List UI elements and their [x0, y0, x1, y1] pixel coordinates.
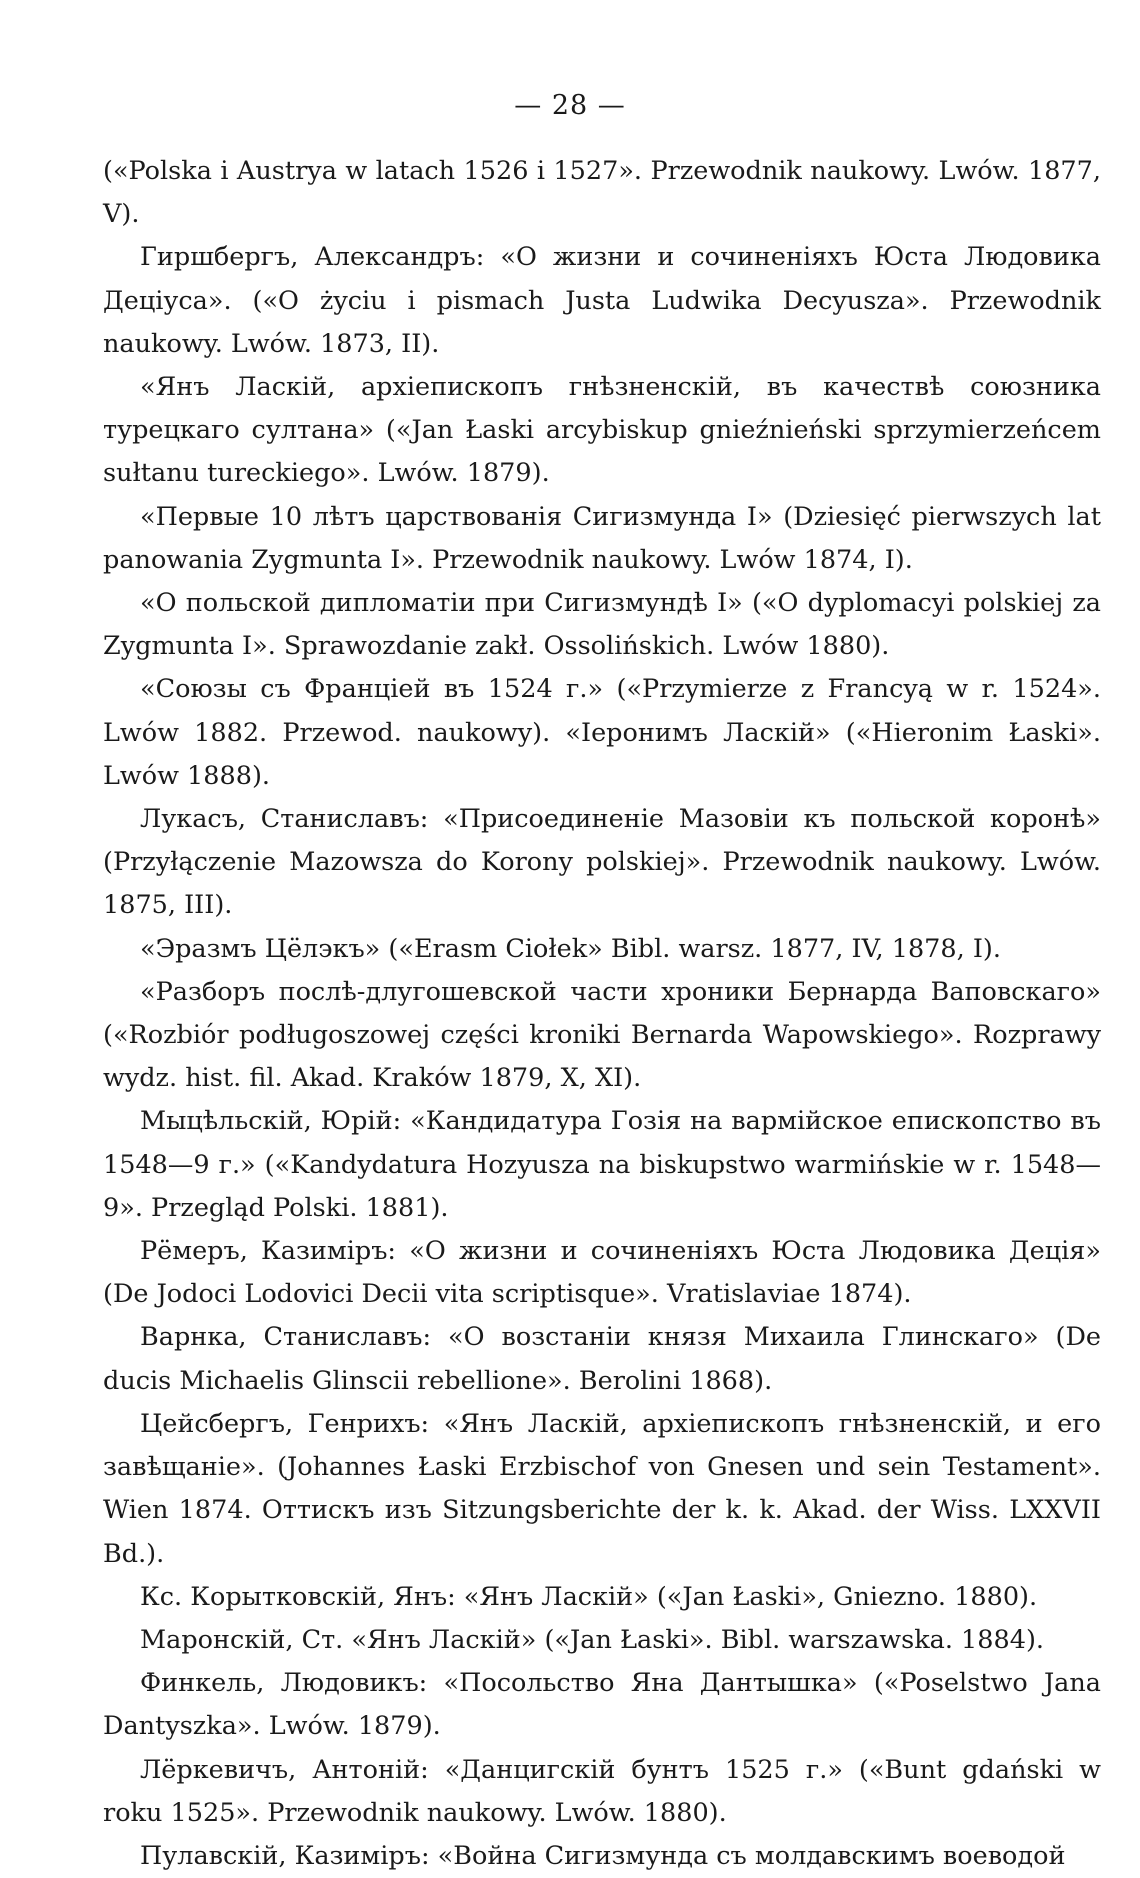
bibliography-entry: «О польской дипломатіи при Сигизмундѣ I» («O dyplomacyi polskiej za Zygmunta I». Sprawozdanie zakł. Ossolińskich. Lwów 1880).	[103, 588, 1101, 662]
bibliography-entry: «Эразмъ Цёлэкъ» («Erasm Ciołek» Bibl. warsz. 1877, IV, 1878, I).	[140, 933, 1001, 964]
bibliography-entry: Лёркевичъ, Антоній: «Данцигскій бунтъ 1525 г.» («Bunt gdański w roku 1525». Przewodnik naukowy. Lwów. 1880).	[103, 1754, 1101, 1828]
bibliography-entry: Варнка, Станиславъ: «О возстаніи князя Михаила Глинскаго» (De ducis Michaelis Glinscii rebellione». Berolini 1868).	[103, 1322, 1101, 1396]
bibliography-entry: Мыцѣльскій, Юрій: «Кандидатура Гозія на вармійское епископство въ 1548—9 г.» («Kandydatura Hozyusza na biskupstwo warmińskie w r. 1548—9». Przegląd Polski. 1881).	[103, 1106, 1101, 1223]
bibliography-entry: «Янъ Ласкій, архіепископъ гнѣзненскій, въ качествѣ союзника турецкаго султана» («Jan Łaski arcybiskup gnieźnieński sprzymierzeńcem sułtanu tureckiego». Lwów. 1879).	[103, 372, 1101, 489]
bibliography-entry: Финкель, Людовикъ: «Посольство Яна Дантышка» («Poselstwo Jana Dantyszka». Lwów. 1879).	[103, 1668, 1101, 1742]
bibliography-entry: Гиршбергъ, Александръ: «О жизни и сочиненіяхъ Юста Людовика Децiуса». («O życiu i pismach Justa Ludwika Decyusza». Przewodnik naukowy. Lwów. 1873, II).	[103, 242, 1101, 359]
bibliography-entry: Цейсбергъ, Генрихъ: «Янъ Ласкій, архіепископъ гнѣзненскій, и его завѣщаніе». (Johannes Łaski Erzbischof von Gnesen und sein Testament». Wien 1874. Оттискъ изъ Sitzungsberichte der k. k. Akad. der Wiss. LXXVII Bd.).	[103, 1408, 1101, 1569]
bibliography-entry: «Первые 10 лѣтъ царствованія Сигизмунда I» (Dziesięć pierwszych lat panowania Zygmunta I». Przewodnik naukowy. Lwów 1874, I).	[103, 501, 1101, 575]
bibliography-entry: Рёмеръ, Казиміръ: «О жизни и сочиненіяхъ Юста Людовика Децiя» (De Jodoci Lodovici Decii vita scriptisque». Vratislaviae 1874).	[103, 1236, 1101, 1310]
bibliography-entry: Пулавскій, Казиміръ: «Война Сигизмунда съ молдавскимъ воеводой	[140, 1840, 1066, 1871]
bibliography-entry: Маронскій, Ст. «Янъ Ласкій» («Jan Łaski». Bibl. warszawska. 1884).	[140, 1624, 1045, 1655]
bibliography-entry: («Polska i Austrya w latach 1526 i 1527». Przewodnik naukowy. Lwów. 1877, V).	[103, 156, 1101, 230]
bibliography-entry: Кс. Корытковскій, Янъ: «Янъ Ласкій» («Jan Łaski», Gniezno. 1880).	[140, 1581, 1038, 1612]
bibliography-entry: «Союзы съ Франціей въ 1524 г.» («Przymierze z Francyą w r. 1524». Lwów 1882. Przewod. naukowy). «Іеронимъ Ласкій» («Hieronim Łaski». Lwów 1888).	[103, 674, 1101, 791]
page-number: — 28 —	[514, 90, 626, 121]
bibliography-entry: «Разборъ послѣ-длугошевской части хроники Бернарда Ваповскаго» («Rozbiór podługoszowej części kroniki Bernarda Wapowskiego». Rozprawy wydz. hist. fil. Akad. Kraków 1879, X, XI).	[103, 976, 1101, 1094]
bibliography-text	[103, 150, 1101, 1878]
bibliography-entry: Лукасъ, Станиславъ: «Присоединеніе Мазовіи къ польской коронѣ» (Przyłączenie Mazowsza do Korony polskiej». Przewodnik naukowy. Lwów. 1875, III).	[103, 804, 1101, 921]
